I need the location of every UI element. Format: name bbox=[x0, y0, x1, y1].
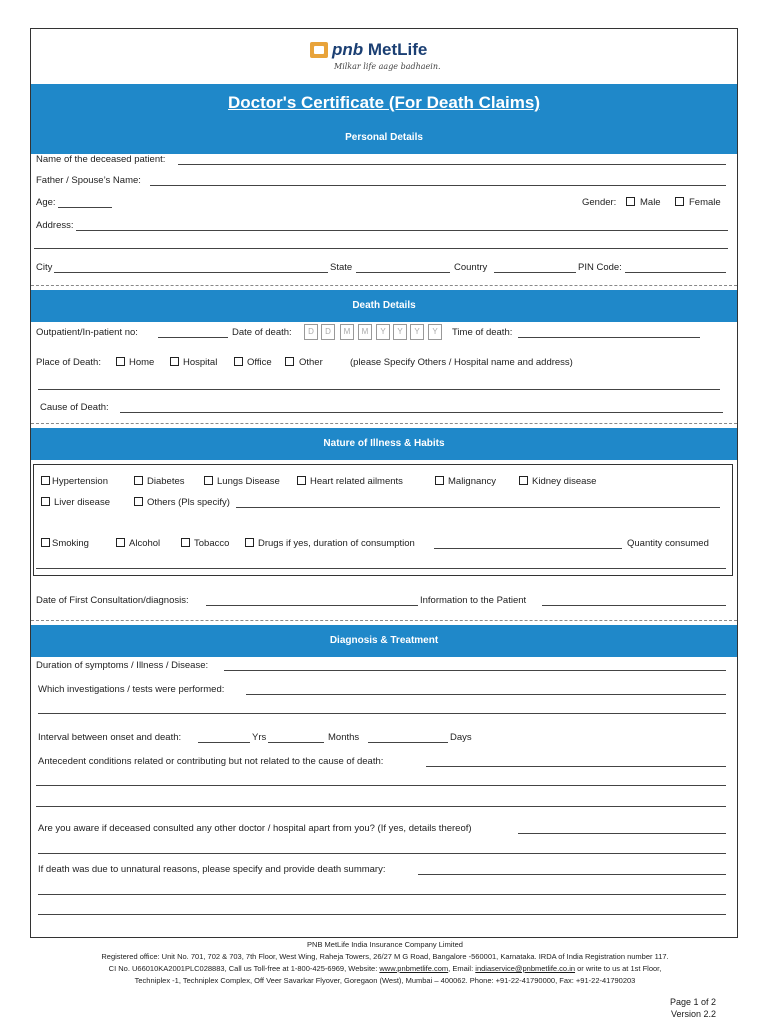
date-digit-box[interactable]: M bbox=[358, 324, 372, 340]
liver-disease-checkbox[interactable] bbox=[41, 497, 50, 506]
footer-email-text: , Email: bbox=[448, 964, 474, 973]
time-of-death-field[interactable] bbox=[518, 337, 700, 338]
place-other-checkbox[interactable] bbox=[285, 357, 294, 366]
date-digit-box[interactable]: D bbox=[321, 324, 335, 340]
malignancy-checkbox[interactable] bbox=[435, 476, 444, 485]
diabetes-checkbox[interactable] bbox=[134, 476, 143, 485]
first-consultation-label: Date of First Consultation/diagnosis: bbox=[36, 595, 189, 606]
smoking-checkbox[interactable] bbox=[41, 538, 50, 547]
address-field-line-1[interactable] bbox=[76, 230, 728, 231]
section-nature-of-illness: Nature of Illness & Habits bbox=[31, 428, 737, 460]
kidney-disease-checkbox[interactable] bbox=[519, 476, 528, 485]
smoking-label: Smoking bbox=[52, 538, 89, 549]
place-home-label: Home bbox=[129, 357, 155, 368]
footer-address-text: or write to us at 1st Floor, bbox=[577, 964, 662, 973]
antecedent-conditions-label: Antecedent conditions related or contributing but not related to the cause of death: bbox=[38, 756, 384, 767]
date-digit-box[interactable]: Y bbox=[428, 324, 442, 340]
divider bbox=[31, 285, 737, 286]
lungs-disease-checkbox[interactable] bbox=[204, 476, 213, 485]
age-field[interactable] bbox=[58, 207, 112, 208]
pin-code-field[interactable] bbox=[625, 272, 726, 273]
place-of-death-label: Place of Death: bbox=[36, 357, 101, 368]
investigations-field-line-2[interactable] bbox=[38, 713, 726, 714]
address-field-line-2[interactable] bbox=[34, 248, 728, 249]
cause-of-death-field[interactable] bbox=[120, 412, 723, 413]
other-doctor-field-line-1[interactable] bbox=[518, 833, 726, 834]
patient-no-label: Outpatient/In-patient no: bbox=[36, 327, 138, 338]
information-to-patient-label: Information to the Patient bbox=[420, 595, 527, 606]
pnb-logo-icon bbox=[310, 42, 328, 58]
heart-ailments-label: Heart related ailments bbox=[310, 476, 403, 487]
time-of-death-label: Time of death: bbox=[452, 327, 513, 338]
tobacco-checkbox[interactable] bbox=[181, 538, 190, 547]
interval-years-field[interactable] bbox=[198, 742, 250, 743]
antecedent-conditions-field-line-3[interactable] bbox=[36, 806, 726, 807]
tobacco-label: Tobacco bbox=[194, 538, 230, 549]
unnatural-death-field-line-1[interactable] bbox=[418, 874, 726, 875]
information-to-patient-field[interactable] bbox=[542, 605, 726, 606]
place-details-field[interactable] bbox=[38, 389, 720, 390]
footer-company: PNB MetLife India Insurance Company Limited bbox=[307, 940, 463, 949]
gender-male-checkbox[interactable] bbox=[626, 197, 635, 206]
date-digit-box[interactable]: M bbox=[340, 324, 354, 340]
state-label: State bbox=[330, 262, 353, 273]
city-field[interactable] bbox=[54, 272, 328, 273]
malignancy-label: Malignancy bbox=[448, 476, 497, 487]
other-doctor-field-line-2[interactable] bbox=[38, 853, 726, 854]
date-digit-box[interactable]: Y bbox=[410, 324, 424, 340]
antecedent-conditions-field-line-1[interactable] bbox=[426, 766, 726, 767]
heart-ailments-checkbox[interactable] bbox=[297, 476, 306, 485]
section-diagnosis-treatment: Diagnosis & Treatment bbox=[31, 625, 737, 657]
gender-female-label: Female bbox=[689, 197, 721, 208]
father-spouse-field[interactable] bbox=[150, 185, 726, 186]
age-label: Age: bbox=[36, 197, 56, 208]
version-number: Version 2.2 bbox=[670, 1009, 716, 1019]
quantity-consumed-field[interactable] bbox=[36, 568, 726, 569]
place-office-checkbox[interactable] bbox=[234, 357, 243, 366]
deceased-name-label: Name of the deceased patient: bbox=[36, 154, 166, 165]
interval-months-label: Months bbox=[328, 732, 360, 743]
divider bbox=[31, 423, 737, 424]
gender-female-checkbox[interactable] bbox=[675, 197, 684, 206]
duration-of-symptoms-field[interactable] bbox=[224, 670, 726, 671]
interval-yrs-label: Yrs bbox=[252, 732, 267, 743]
page-title: Doctor's Certificate (For Death Claims) bbox=[31, 84, 737, 122]
interval-days-label: Days bbox=[450, 732, 472, 743]
country-field[interactable] bbox=[494, 272, 576, 273]
date-digit-box[interactable]: Y bbox=[376, 324, 390, 340]
footer-contact-line bbox=[40, 964, 730, 973]
alcohol-label: Alcohol bbox=[129, 538, 161, 549]
place-hospital-checkbox[interactable] bbox=[170, 357, 179, 366]
father-spouse-label: Father / Spouse’s Name: bbox=[36, 175, 141, 186]
place-hospital-label: Hospital bbox=[183, 357, 218, 368]
interval-days-field[interactable] bbox=[368, 742, 448, 743]
hypertension-label: Hypertension bbox=[52, 476, 108, 487]
date-digit-box[interactable]: D bbox=[304, 324, 318, 340]
date-digit-box[interactable]: Y bbox=[393, 324, 407, 340]
interval-onset-death-label: Interval between onset and death: bbox=[38, 732, 182, 743]
patient-no-field[interactable] bbox=[158, 337, 228, 338]
investigations-label: Which investigations / tests were performed: bbox=[38, 684, 225, 695]
country-label: Country bbox=[454, 262, 488, 273]
brand-name: pnb MetLife bbox=[332, 40, 428, 59]
drugs-duration-field[interactable] bbox=[434, 548, 622, 549]
gender-male-label: Male bbox=[640, 197, 661, 208]
section-personal-details: Personal Details bbox=[31, 122, 737, 154]
place-home-checkbox[interactable] bbox=[116, 357, 125, 366]
divider bbox=[31, 620, 737, 621]
alcohol-checkbox[interactable] bbox=[116, 538, 125, 547]
diabetes-label: Diabetes bbox=[147, 476, 185, 487]
kidney-disease-label: Kidney disease bbox=[532, 476, 597, 487]
lungs-disease-label: Lungs Disease bbox=[217, 476, 280, 487]
others-field[interactable] bbox=[236, 507, 720, 508]
place-other-label: Other bbox=[299, 357, 323, 368]
gender-label: Gender: bbox=[582, 197, 617, 208]
city-label: City bbox=[36, 262, 53, 273]
duration-of-symptoms-label: Duration of symptoms / Illness / Disease: bbox=[36, 660, 209, 671]
state-field[interactable] bbox=[356, 272, 450, 273]
other-doctor-label: Are you aware if deceased consulted any other doctor / hospital apart from you? (If yes, details thereof) bbox=[38, 823, 472, 834]
deceased-name-field[interactable] bbox=[178, 164, 726, 165]
liver-disease-label: Liver disease bbox=[54, 497, 110, 508]
place-office-label: Office bbox=[247, 357, 272, 368]
cause-of-death-label: Cause of Death: bbox=[40, 402, 109, 413]
drugs-label: Drugs if yes, duration of consumption bbox=[258, 538, 415, 549]
website-link[interactable]: www.pnbmetlife.com bbox=[379, 964, 449, 973]
drugs-checkbox[interactable] bbox=[245, 538, 254, 547]
investigations-field-line-1[interactable] bbox=[246, 694, 726, 695]
first-consultation-field[interactable] bbox=[206, 605, 418, 606]
brand-logo bbox=[310, 40, 480, 76]
footer-contact-text: CI No. U66010KA2001PLC028883, Call us Toll-free at 1-800-425-6969, Website: bbox=[108, 964, 378, 973]
others-checkbox[interactable] bbox=[134, 497, 143, 506]
date-of-death-label: Date of death: bbox=[232, 327, 292, 338]
unnatural-death-field-line-3[interactable] bbox=[38, 914, 726, 915]
interval-months-field[interactable] bbox=[268, 742, 324, 743]
quantity-consumed-label: Quantity consumed bbox=[627, 538, 709, 549]
footer-registered-office: Registered office: Unit No. 701, 702 & 703, 7th Floor, West Wing, Raheja Towers, 26/27 M G Road, Bangalore -560001, Karnataka. IRDA of India Registration number 117. bbox=[101, 952, 669, 961]
footer-address: Techniplex -1, Techniplex Complex, Off Veer Savarkar Flyover, Goregaon (West), Mumbai – 400062. Phone: +91-22-41790000, Fax: +91-22-41790203 bbox=[134, 976, 636, 985]
pin-code-label: PIN Code: bbox=[578, 262, 622, 273]
others-label: Others (Pls specify) bbox=[147, 497, 230, 508]
hypertension-checkbox[interactable] bbox=[41, 476, 50, 485]
unnatural-death-field-line-2[interactable] bbox=[38, 894, 726, 895]
place-other-note: (please Specify Others / Hospital name and address) bbox=[350, 357, 573, 368]
email-link[interactable]: indiaservice@pnbmetlife.co.in bbox=[475, 964, 576, 973]
address-label: Address: bbox=[36, 220, 74, 231]
brand-tagline: Milkar life aage badhaein. bbox=[334, 62, 441, 71]
unnatural-death-label: If death was due to unnatural reasons, please specify and provide death summary: bbox=[38, 864, 386, 875]
page-number: Page 1 of 2 bbox=[669, 997, 716, 1007]
antecedent-conditions-field-line-2[interactable] bbox=[36, 785, 726, 786]
section-death-details: Death Details bbox=[31, 290, 737, 322]
